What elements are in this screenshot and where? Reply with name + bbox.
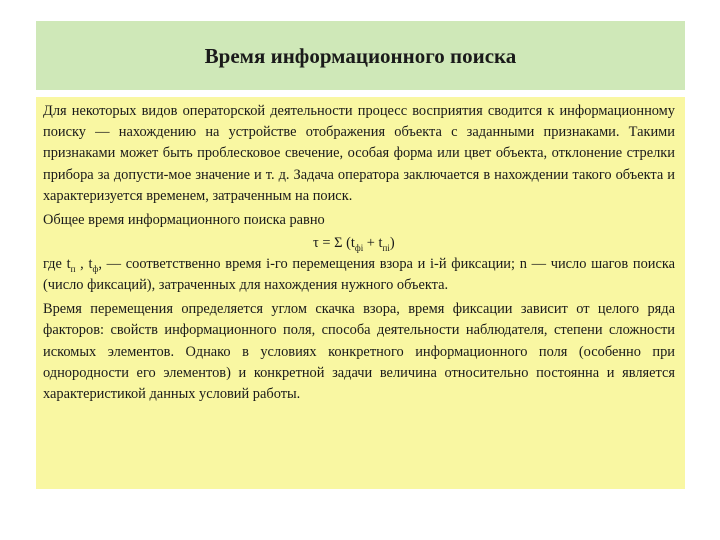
formula <box>43 233 675 254</box>
definitions-sub-f: ф <box>92 264 99 275</box>
paragraph-factors: Время перемещения определяется углом скачка взора, время фиксации зависит от целого ряда факторов: свойств информационного поля, способа деятельности наблюдателя, степени сложности искомых элементов. Однако в условиях конкретного информационного поля (особенно при однородности его элементов) и конкретной задачи величина относительно постоянна и является характеристикой данных условий работы. <box>43 301 675 402</box>
definitions-c: , — соответственно время i-го перемещения взора и i-й фиксации; n — число шагов поиска (число фиксаций), затраченных для нахождения нужного объекта. <box>43 256 676 294</box>
slide-title: Время информационного поиска <box>204 44 517 68</box>
formula-lhs: τ = Σ (t <box>313 235 355 252</box>
definitions-b: , t <box>75 256 93 273</box>
paragraph-definitions <box>43 254 675 296</box>
formula-mid: + t <box>363 235 383 252</box>
formula-end: ) <box>389 235 395 252</box>
formula-sub-pi: пi <box>382 243 390 254</box>
definitions-a: где t <box>43 256 71 273</box>
paragraph-total-time: Общее время информационного поиска равно <box>43 211 325 228</box>
paragraph-intro: Для некоторых видов операторской деятельности процесс восприятия сводится к информационному поиску — нахождению на устройстве отображения объекта с заданными признаками. Такими признаками может быть проблесковое свечение, особая форма или цвет объекта, отклонение стрелки прибора за допусти-мое значение и т. д. Задача оператора заключается в нахождении такого объекта и характеризуется временем, затраченным на поиск. <box>43 103 675 204</box>
formula-sub-fi: фi <box>354 243 364 254</box>
definitions-sub-n: п <box>70 264 76 275</box>
content-box <box>36 97 685 489</box>
title-box <box>36 21 685 90</box>
